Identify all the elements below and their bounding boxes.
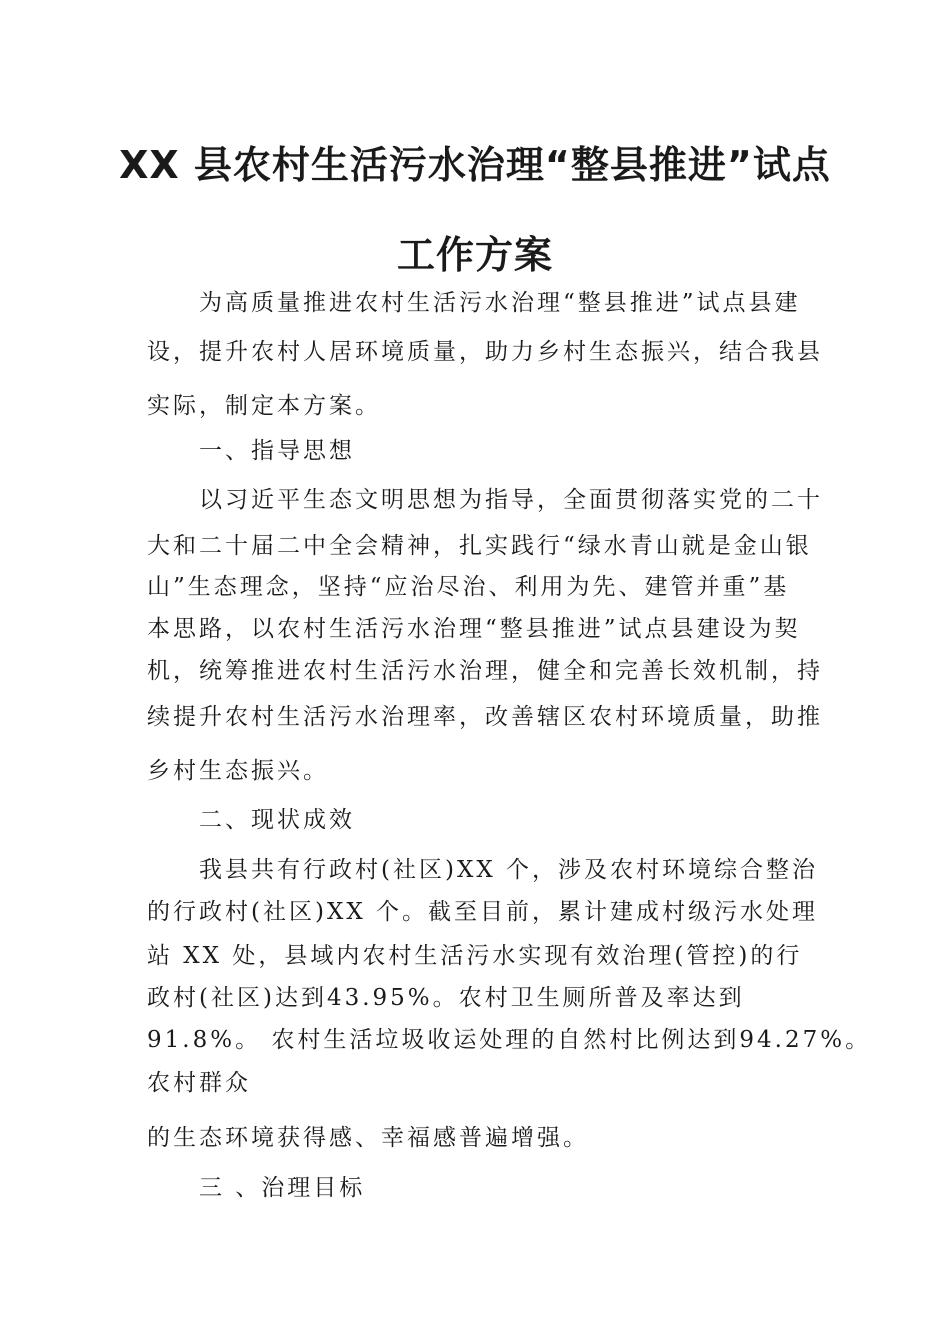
document-title-line-1: XX 县农村生活污水治理“整县推进”试点: [119, 143, 831, 187]
section1-line: 山”生态理念，坚持“应治尽治、利用为先、建管并重”基: [147, 574, 790, 600]
section-heading-governance-goals: 三 、治理目标: [199, 1175, 366, 1201]
section2-line: 站 XX 处，县域内农村生活污水实现有效治理(管控)的行: [147, 943, 803, 969]
section2-line: 我县共有行政村(社区)XX 个，涉及农村环境综合整治: [199, 857, 819, 883]
section2-line: 的生态环境获得感、幸福感普遍增强。: [147, 1125, 589, 1151]
intro-line: 为高质量推进农村生活污水治理“整县推进”试点县建: [199, 290, 801, 316]
section1-line: 大和二十届二中全会精神，扎实践行“绿水青山就是金山银: [147, 533, 812, 559]
section1-line: 本思路，以农村生活污水治理“整县推进”试点县建设为契: [147, 616, 801, 642]
section1-line: 续提升农村生活污水治理率，改善辖区农村环境质量，助推: [147, 704, 823, 730]
document-title-line-2: 工作方案: [396, 233, 553, 277]
section2-line: 政村(社区)达到43.95%。农村卫生厕所普及率达到: [147, 985, 745, 1011]
intro-line: 实际，制定本方案。: [147, 393, 381, 419]
section1-line: 以习近平生态文明思想为指导，全面贯彻落实党的二十: [199, 487, 823, 513]
section2-line: 的行政村(社区)XX 个。截至目前，累计建成村级污水处理: [147, 899, 819, 925]
section-heading-current-status: 二、现状成效: [199, 807, 355, 833]
section-heading-guiding-ideology: 一、指导思想: [199, 438, 355, 464]
intro-line: 设，提升农村人居环境质量，助力乡村生态振兴，结合我县: [147, 339, 823, 365]
section1-line: 机，统筹推进农村生活污水治理，健全和完善长效机制，持: [147, 658, 823, 684]
section2-line: 91.8%。 农村生活垃圾收运处理的自然村比例达到94.27%。: [147, 1027, 872, 1053]
section1-line: 乡村生态振兴。: [147, 758, 329, 784]
section2-line: 农村群众: [147, 1070, 251, 1096]
